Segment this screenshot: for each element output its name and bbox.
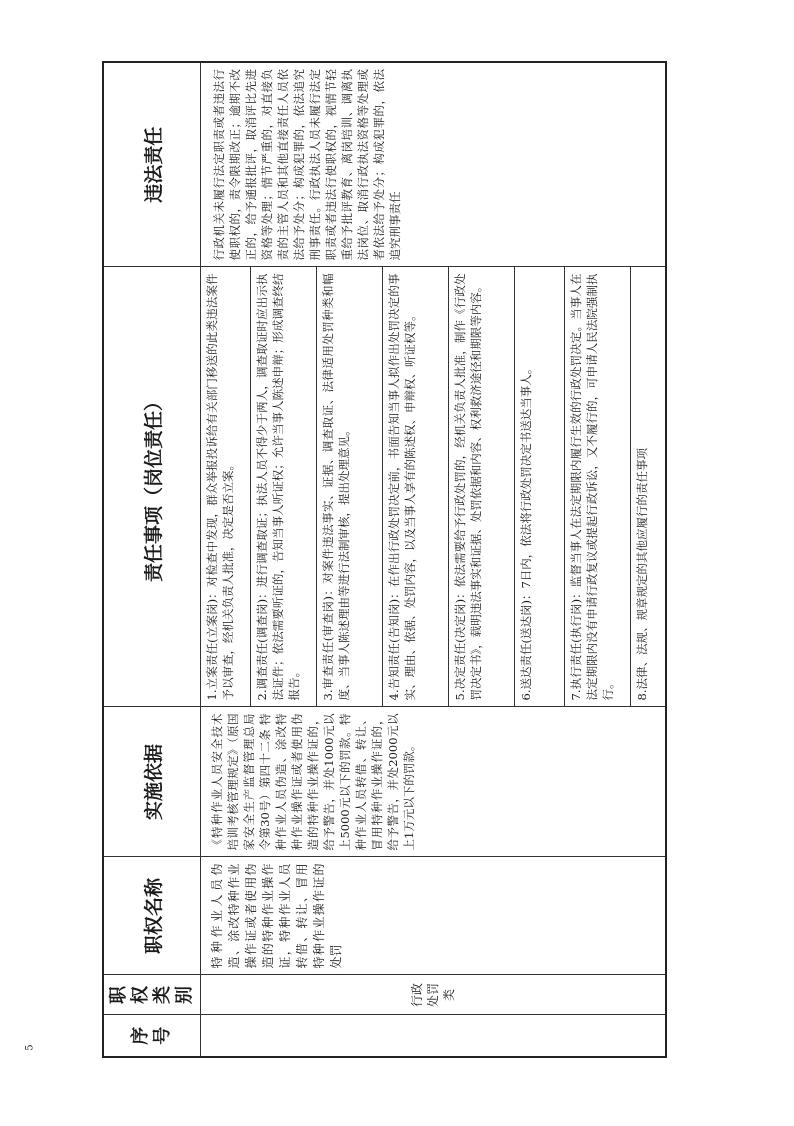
duty-item-enforcement: 7.执行责任(执行岗)：监督当事人在法定期限内履行生效的行政处罚决定。当事人在法定期限内没有申请行政复议或提起行政诉讼，又不履行的，可申请人民法院强制执行。 bbox=[565, 268, 631, 707]
name-cell bbox=[201, 857, 667, 975]
page-number: 5 bbox=[24, 1044, 36, 1051]
duty-item-other: 8.法律、法规、规章规定的其他应履行的责任事项 bbox=[635, 448, 649, 701]
basis-text: 《特种作业人员安全技术培训考核管理规定》（原国家安全生产监督管理总局令第30号）第四十二条 特种作业人员伪造、涂改特种作业操作证或者使用伪造的特种作业操作证的，给予警告，并处1000元以上5000元以下的罚款。特种作业人员转借、转让、冒用特种作业操作证的，给予警告，并处2000元以上1万元以下的罚款。 bbox=[210, 713, 416, 851]
duty-item-delivery: 6.送达责任(送达岗)：7日内，依法将行政处罚决定书送达当事人。 bbox=[515, 268, 565, 707]
duty-item-filing: 1.立案责任(立案岗)：对检查中发现，群众举报投诉给有关部门移送的此类违法案件予以审查，经机关负责人批准，决定是否立案。 bbox=[201, 268, 251, 707]
duty-item-investigation: 2.调查责任(调查岗)：进行调查取证；执法人员不得少于两人，调查取证时应出示执法证件；依法需要听证的，告知当事人听证权；允许当事人陈述申辩；形成调查终结报告。 bbox=[251, 268, 317, 707]
header-name: 职权名称 bbox=[103, 857, 201, 975]
header-basis: 实施依据 bbox=[103, 707, 201, 857]
duty-item-decision: 5.决定责任(决定岗)：依法需要给予行政处罚的，经机关负责人批准，制作《行政处罚决定书》，载明违法事实和证据、处罚依据和内容、权利救济途径和期限等内容。 bbox=[449, 268, 515, 707]
power-name-text: 特种作业人员伪造、涂改特种作业操作证或者使用伪造的特种作业操作证，特种作业人员转借、转让、冒用特种作业操作证的处罚 bbox=[210, 863, 343, 969]
type-cell bbox=[201, 975, 667, 1015]
header-row bbox=[103, 62, 201, 1057]
liability-cell bbox=[201, 62, 667, 267]
header-duties: 责任事项（岗位责任） bbox=[103, 267, 201, 707]
duty-item-review: 3.审查责任(审查岗)：对案件违法事实、证据、调查取证、法律适用处罚种类和幅度、当事人陈述理由等进行法制审核，提出处理意见。 bbox=[317, 268, 383, 707]
table-row bbox=[201, 62, 667, 1057]
liability-text: 行政机关未履行法定职责或者违法行使职权的，责令限期改正；逾期不改正的，给予通报批评，取消评比先进资格等处理；情节严重的，对直接负责的主管人员和其他直接责任人员依法给予处分；构成犯罪的，依法追究刑事责任。行政执法人员未履行法定职责或者违法行使职权的，视情节轻重给予批评教育、离岗培训、调离执法岗位、取消行政执法资格等处理或者依法给予处分；构成犯罪的，依法追究刑事责任 bbox=[212, 69, 402, 261]
header-seq: 序号 bbox=[103, 1015, 201, 1057]
responsibility-table bbox=[102, 61, 667, 1058]
duties-cell bbox=[201, 267, 667, 707]
duty-item-notification: 4.告知责任(告知岗)：在作出行政处罚决定前，书面告知当事人拟作出处罚决定的事实、理由、依据、处罚内容，以及当事人享有的陈述权、申辩权、听证权等。 bbox=[383, 268, 449, 707]
type-text: 行政处罚类 bbox=[410, 983, 456, 1008]
basis-cell bbox=[201, 707, 667, 857]
seq-cell bbox=[201, 1015, 667, 1057]
header-liability: 违法责任 bbox=[103, 62, 201, 267]
header-type: 职权类别 bbox=[103, 975, 201, 1015]
rotated-table-sheet bbox=[102, 63, 667, 1058]
